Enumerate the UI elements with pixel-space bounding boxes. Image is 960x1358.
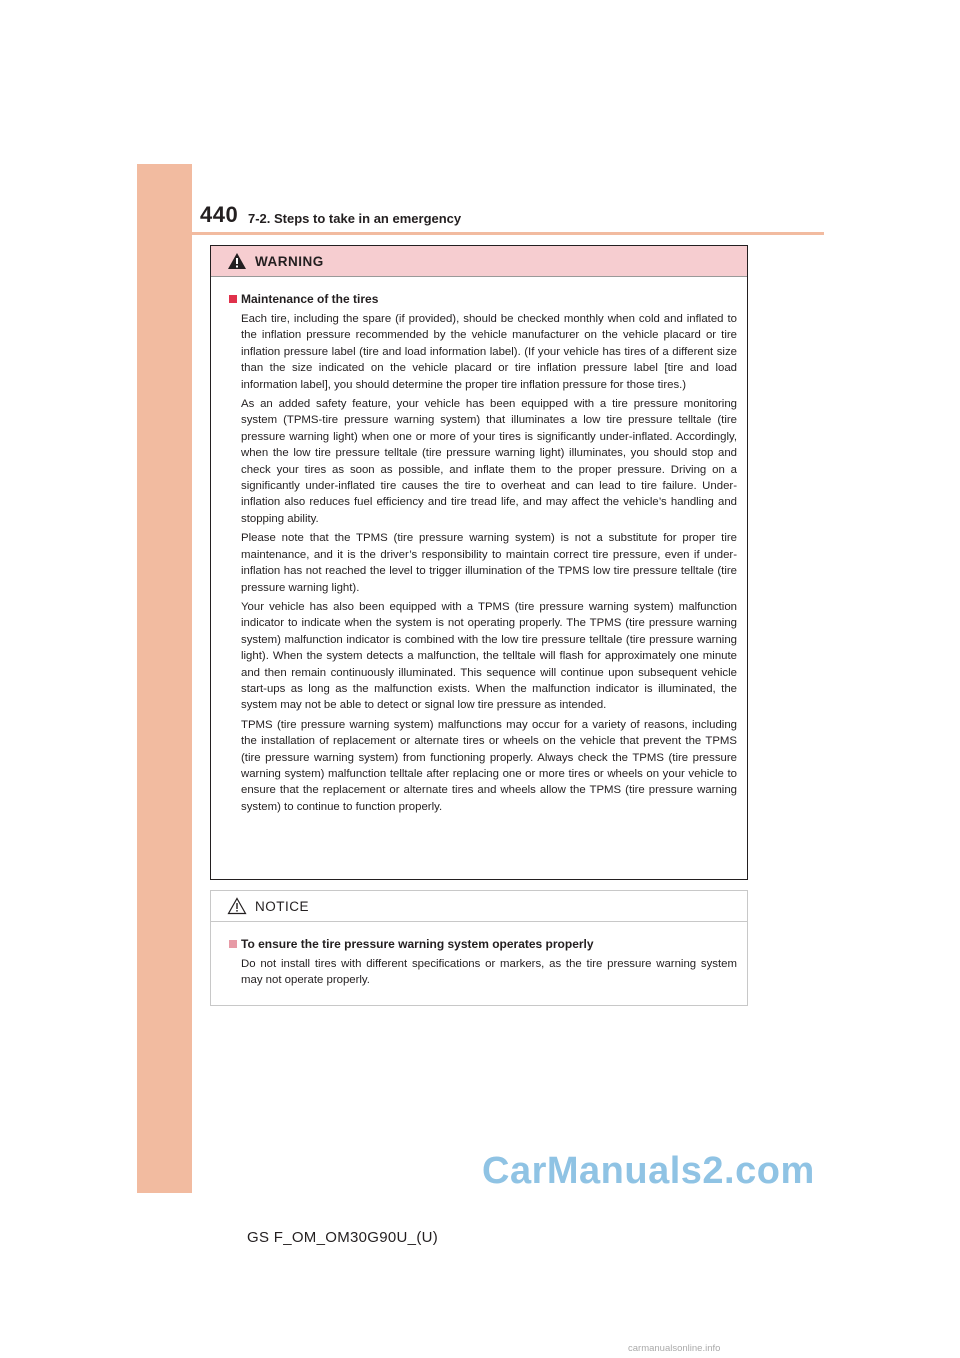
section-title: 7-2. Steps to take in an emergency [248, 211, 462, 226]
notice-body [211, 922, 747, 989]
caution-triangle-icon [227, 897, 247, 915]
header-rule [192, 232, 824, 235]
notice-item-title [229, 936, 737, 952]
square-bullet-icon [229, 295, 237, 303]
warning-heading: WARNING [255, 253, 324, 269]
notice-box [210, 890, 748, 1006]
warning-paragraph: TPMS (tire pressure warning system) malfunctions may occur for a variety of reasons, including the installation of replacement or alternate tires or wheels on the vehicle that prevent the TPMS (tire pressure warning system) from functioning properly. Always check the TPMS (tire pressure warning system) malfunction telltale after replacing one or more tires or wheels on your vehicle to ensure that the replacement or alternate tires and wheels allow the TPMS (tire pressure warning system) to continue to function properly. [241, 718, 737, 813]
warning-triangle-icon [227, 252, 247, 270]
notice-item-title-text: To ensure the tire pressure warning system operates properly [241, 937, 594, 951]
notice-heading: NOTICE [255, 898, 310, 914]
warning-paragraph: As an added safety feature, your vehicle has been equipped with a tire pressure monitoring system (TPMS-tire pressure warning system) that illuminates a low tire pressure telltale (tire pressure warning light) when one or more of your tires is significantly under-inflated. Accordingly, when the low tire pressure telltale (tire pressure warning light) illuminates, you should stop and check your tires as soon as possible, and inflate them to the proper pressure. Driving on a significantly under-inflated tire causes the tire to overheat and can lead to tire failure. Under-inflation also reduces fuel efficiency and tire tread life, and may affect the vehicle’s handling and stopping ability. [241, 398, 737, 525]
chapter-side-band [137, 164, 192, 1193]
warning-item-title-text: Maintenance of the tires [241, 292, 379, 306]
notice-paragraph: Do not install tires with different specifications or markers, as the tire pressure warning system may not operate properly. [241, 958, 737, 987]
warning-body [211, 277, 747, 815]
site-watermark: carmanualsonline.info [628, 1343, 721, 1354]
warning-item-title [229, 291, 737, 307]
carmanuals-watermark: CarManuals2.com [482, 1150, 815, 1192]
page-number: 440 [200, 202, 239, 227]
document-code: GS F_OM_OM30G90U_(U) [247, 1229, 439, 1246]
warning-header [211, 246, 747, 277]
warning-paragraph: Your vehicle has also been equipped with a TPMS (tire pressure warning system) malfunction indicator to indicate when the system is not operating properly. The TPMS (tire pressure warning system) malfunction indicator is combined with the low tire pressure telltale (tire pressure warning light). When the system detects a malfunction, the telltale will flash for approximately one minute and then remain continuously illuminated. This sequence will continue upon subsequent vehicle start-ups as long as the malfunction exists. When the malfunction indicator is illuminated, the system may not be able to detect or signal low tire pressure as intended. [241, 600, 737, 712]
square-bullet-icon [229, 940, 237, 948]
warning-paragraph: Each tire, including the spare (if provided), should be checked monthly when cold and inflated to the inflation pressure recommended by the vehicle manufacturer on the vehicle placard or tire inflation pressure label (tire and load information label). (If your vehicle has tires of a different size than the size indicated on the vehicle placard or tire inflation pressure label [tire and load information label], you should determine the proper tire inflation pressure for those tires.) [241, 313, 737, 391]
notice-header [211, 891, 747, 922]
warning-paragraph: Please note that the TPMS (tire pressure warning system) is not a substitute for proper tire maintenance, and it is the driver’s responsibility to maintain correct tire pressure, even if under-inflation has not reached the level to trigger illumination of the TPMS low tire pressure telltale (tire pressure warning light). [241, 532, 737, 594]
warning-box [210, 245, 748, 880]
